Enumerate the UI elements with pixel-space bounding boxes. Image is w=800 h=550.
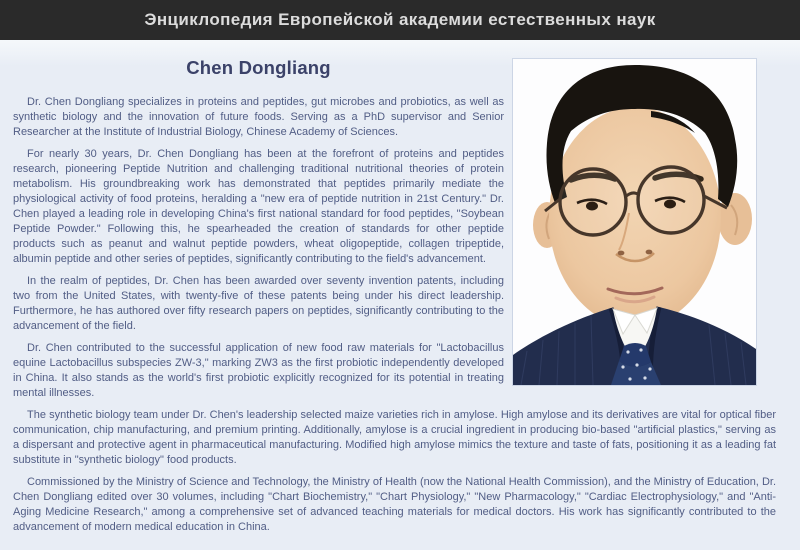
portrait-illustration [513,59,756,385]
portrait-photo [513,59,756,385]
bio-paragraph-2: For nearly 30 years, Dr. Chen Dongliang has been at the forefront of proteins and peptides research, pioneering Peptide Nutrition and challenging traditional nutritional theories of protein metabolism. His groundbreaking work has demonstrated that peptides primarily mediate the physiological activity of food proteins, heralding a "new era of peptide nutrition in 21st Century." Dr. Chen played a leading role in developing China's first national standard for food peptides, "Soybean Peptide Powder." Following this, he spearheaded the creation of standards for other peptide products such as peanut and walnut peptide powders, wheat oligopeptide, collagen tripeptide, albumin peptide and other series of peptides, significantly contributing to the field's advancement. [13,148,504,265]
header-bar [0,0,800,40]
page-title: Chen Dongliang [186,57,331,78]
profile-article [0,40,800,550]
bio-paragraph-3: In the realm of peptides, Dr. Chen has been awarded over seventy invention patents, including two from the United States, with twenty-five of these patents being under his direct leadership. Furthermore, he has authored over fifty research papers on peptides, significantly contributing to the advancement of the field. [13,275,504,332]
bio-paragraph-5: The synthetic biology team under Dr. Chen's leadership selected maize varieties rich in amylose. High amylose and its derivatives are vital for optical fiber communication, chip manufacturing, and premium printing. Additionally, amylose is a crucial ingredient in producing bio-based "artificial plastics," serving as a dispersant and protective agent in pharmaceutical manufacturing. Modified high amylose mimics the texture and taste of fats, positioning it as a leading fat substitute in "synthetic biology" food products. [13,409,776,466]
bio-paragraph-1: Dr. Chen Dongliang specializes in proteins and peptides, gut microbes and probiotics, as well as synthetic biology and the innovation of future foods. Serving as a PhD supervisor and Senior Researcher at the Institute of Industrial Biology, Chinese Academy of Sciences. [13,96,504,138]
bio-paragraph-6: Commissioned by the Ministry of Science and Technology, the Ministry of Health (now the National Health Commission), and the Ministry of Education, Dr. Chen Dongliang edited over 30 volumes, including "Chart Biochemistry," "Chart Physiology," "New Pharmacology," "Cardiac Electrophysiology," and "Anti-Aging Medicine Research," among a comprehensive set of advanced teaching materials for medical doctors. His work has significantly contributed to the advancement of modern medical education in China. [13,476,776,533]
encyclopedia-title: Энциклопедия Европейской академии естественных наук [144,10,656,29]
bio-paragraph-4: Dr. Chen contributed to the successful application of new food raw materials for "Lactobacillus equine Lactobacillus subspecies ZW-3," marking ZW3 as the first probiotic independently developed in China. It also stands as the world's first probiotic explicitly recognized for its potential in treating mental illnesses. [13,342,504,399]
